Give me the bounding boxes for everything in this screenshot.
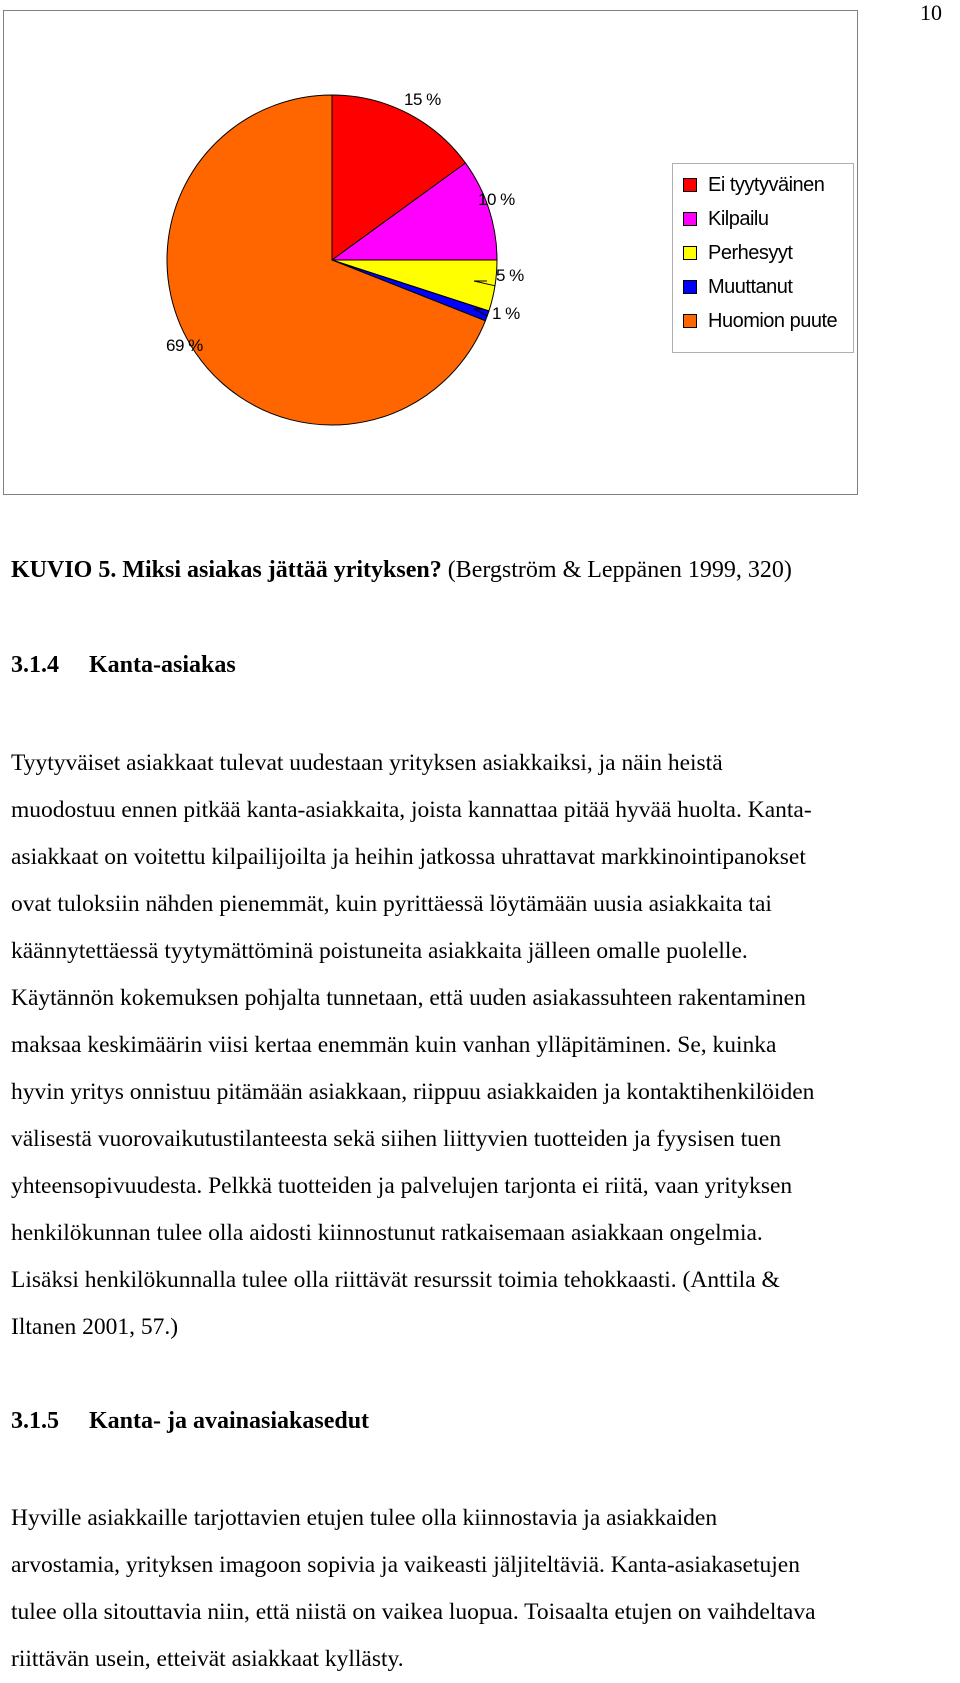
text-line: yhteensopivuudesta. Pelkkä tuotteiden ja palvelujen tarjonta ei riitä, vaan yrityksen [11,1173,793,1199]
legend-swatch [683,280,697,294]
legend-label: Ei tyytyväinen [708,173,825,196]
chart-legend [672,163,854,353]
text-line: Tyytyväiset asiakkaat tulevat uudestaan yrityksen asiakkaiksi, ja näin heistä [11,750,723,776]
slice-label: 1 % [492,304,520,323]
section-number: 3.1.5 [11,1408,59,1434]
legend-swatch [683,178,697,192]
section-heading [11,652,236,679]
legend-label: Muuttanut [708,275,793,298]
body-paragraph [11,1495,951,1683]
legend-item [683,202,768,236]
caption-source: (Bergström & Leppänen 1999, 320) [441,557,792,583]
page-number: 10 [920,0,942,25]
text-line: asiakkaat on voitettu kilpailijoilta ja heihin jatkossa uhrattavat markkinointipanokset [11,844,806,870]
slice-label: 15 % [404,90,441,109]
text-line: välisestä vuorovaikutustilanteesta sekä siihen liittyvien tuotteiden ja fyysisen tuen [11,1126,782,1152]
text-line: Lisäksi henkilökunnalla tulee olla riittävät resurssit toimia tehokkaasti. (Anttila & [11,1267,780,1293]
section-number: 3.1.4 [11,652,59,678]
text-line: tulee olla sitouttavia niin, että niistä on vaikea luopua. Toisaalta etujen on vaihdeltava [11,1599,816,1625]
legend-swatch [683,246,697,260]
text-line: maksaa keskimäärin viisi kertaa enemmän kuin vanhan ylläpitäminen. Se, kuinka [11,1032,777,1058]
text-line: muodostuu ennen pitkää kanta-asiakkaita, joista kannattaa pitää hyvää huolta. Kanta- [11,797,812,823]
figure-caption [11,557,792,584]
text-line: ovat tuloksiin nähden pienemmät, kuin pyrittäessä löytämään uusia asiakkaita tai [11,891,772,917]
text-line: Iltanen 2001, 57.) [11,1314,179,1340]
slice-label: 5 % [496,266,524,285]
legend-label: Perhesyyt [708,241,793,264]
slice-label: 10 % [478,190,515,209]
caption-title: KUVIO 5. Miksi asiakas jättää yrityksen? [11,557,442,583]
text-line: Käytännön kokemuksen pohjalta tunnetaan, että uuden asiakassuhteen rakentaminen [11,985,806,1011]
text-line: Hyville asiakkaille tarjottavien etujen tulee olla kiinnostavia ja asiakkaiden [11,1505,718,1531]
text-line: hyvin yritys onnistuu pitämään asiakkaan, riippuu asiakkaiden ja kontaktihenkilöiden [11,1079,815,1105]
legend-label: Huomion puute [708,309,838,332]
section-title: Kanta- ja avainasiakasedut [89,1408,370,1434]
text-line: henkilökunnan tulee olla aidosti kiinnostunut ratkaisemaan asiakkaan ongelmia. [11,1220,763,1246]
legend-swatch [683,212,697,226]
pie-chart [3,10,858,495]
legend-label: Kilpailu [708,207,769,230]
text-line: riittävän usein, etteivät asiakkaat kyllästy. [11,1646,404,1672]
text-line: käännytettäessä tyytymättöminä poistuneita asiakkaita jälleen omalle puolelle. [11,938,748,964]
legend-item [683,270,792,304]
section-title: Kanta-asiakas [89,652,236,678]
slice-label: 69 % [166,336,203,355]
text-line: arvostamia, yrityksen imagoon sopivia ja vaikeasti jäljiteltäviä. Kanta-asiakasetujen [11,1552,800,1578]
section-heading [11,1408,369,1435]
body-paragraph [11,740,951,1351]
legend-swatch [683,314,697,328]
legend-item [683,168,824,202]
legend-item [683,236,792,270]
legend-item [683,304,837,338]
